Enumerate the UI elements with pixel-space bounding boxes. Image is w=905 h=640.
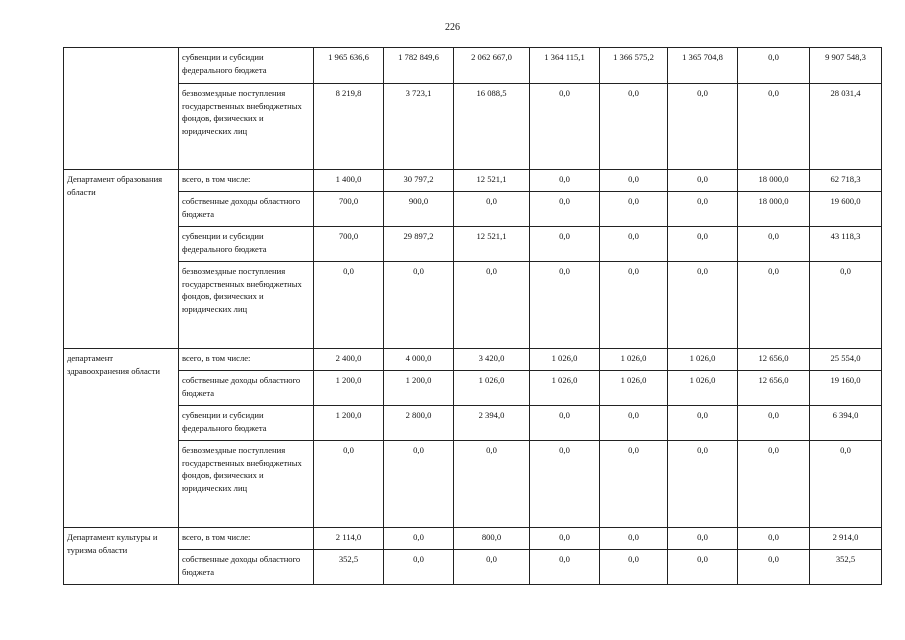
amount-cell: 352,5 xyxy=(810,550,882,585)
department-name-cell: Департамент образования области xyxy=(64,170,179,349)
amount-cell: 800,0 xyxy=(454,528,530,550)
amount-cell: 30 797,2 xyxy=(384,170,454,192)
amount-cell: 0,0 xyxy=(810,441,882,528)
funding-source-cell: всего, в том числе: xyxy=(179,349,314,371)
amount-cell: 0,0 xyxy=(668,406,738,441)
table-row xyxy=(64,227,882,262)
funding-source-cell: субвенции и субсидии федерального бюджета xyxy=(179,227,314,262)
amount-cell: 62 718,3 xyxy=(810,170,882,192)
amount-cell: 0,0 xyxy=(530,528,600,550)
amount-cell: 0,0 xyxy=(668,528,738,550)
amount-cell: 0,0 xyxy=(600,528,668,550)
amount-cell: 0,0 xyxy=(600,84,668,170)
funding-source-cell: собственные доходы областного бюджета xyxy=(179,371,314,406)
amount-cell: 0,0 xyxy=(668,170,738,192)
amount-cell: 3 723,1 xyxy=(384,84,454,170)
amount-cell: 700,0 xyxy=(314,192,384,227)
amount-cell: 900,0 xyxy=(384,192,454,227)
table-row xyxy=(64,528,882,550)
amount-cell: 0,0 xyxy=(668,84,738,170)
amount-cell: 28 031,4 xyxy=(810,84,882,170)
amount-cell: 16 088,5 xyxy=(454,84,530,170)
amount-cell: 1 200,0 xyxy=(384,371,454,406)
amount-cell: 18 000,0 xyxy=(738,192,810,227)
amount-cell: 0,0 xyxy=(384,550,454,585)
amount-cell: 0,0 xyxy=(530,550,600,585)
amount-cell: 3 420,0 xyxy=(454,349,530,371)
amount-cell: 2 800,0 xyxy=(384,406,454,441)
table-row xyxy=(64,170,882,192)
amount-cell: 1 400,0 xyxy=(314,170,384,192)
table-row xyxy=(64,371,882,406)
amount-cell: 1 200,0 xyxy=(314,406,384,441)
amount-cell: 1 365 704,8 xyxy=(668,48,738,84)
budget-table xyxy=(63,47,882,585)
amount-cell: 0,0 xyxy=(530,406,600,441)
amount-cell: 0,0 xyxy=(738,550,810,585)
table-row xyxy=(64,48,882,84)
amount-cell: 0,0 xyxy=(314,441,384,528)
amount-cell: 0,0 xyxy=(530,170,600,192)
amount-cell: 0,0 xyxy=(530,192,600,227)
amount-cell: 19 160,0 xyxy=(810,371,882,406)
department-name-cell xyxy=(64,48,179,170)
amount-cell: 2 914,0 xyxy=(810,528,882,550)
amount-cell: 12 656,0 xyxy=(738,371,810,406)
funding-source-cell: всего, в том числе: xyxy=(179,528,314,550)
amount-cell: 25 554,0 xyxy=(810,349,882,371)
amount-cell: 1 026,0 xyxy=(600,371,668,406)
funding-source-cell: безвозмездные поступления государственных внебюджетных фондов, физических и юридических лиц xyxy=(179,84,314,170)
amount-cell: 0,0 xyxy=(530,84,600,170)
table-row xyxy=(64,262,882,349)
amount-cell: 0,0 xyxy=(530,227,600,262)
amount-cell: 1 366 575,2 xyxy=(600,48,668,84)
amount-cell: 0,0 xyxy=(530,441,600,528)
table-row xyxy=(64,192,882,227)
amount-cell: 0,0 xyxy=(600,262,668,349)
amount-cell: 0,0 xyxy=(738,528,810,550)
amount-cell: 0,0 xyxy=(600,406,668,441)
amount-cell: 6 394,0 xyxy=(810,406,882,441)
amount-cell: 1 782 849,6 xyxy=(384,48,454,84)
amount-cell: 1 364 115,1 xyxy=(530,48,600,84)
amount-cell: 0,0 xyxy=(454,441,530,528)
amount-cell: 1 026,0 xyxy=(530,371,600,406)
amount-cell: 4 000,0 xyxy=(384,349,454,371)
amount-cell: 700,0 xyxy=(314,227,384,262)
amount-cell: 0,0 xyxy=(668,441,738,528)
funding-source-cell: всего, в том числе: xyxy=(179,170,314,192)
amount-cell: 2 062 667,0 xyxy=(454,48,530,84)
table-row xyxy=(64,349,882,371)
amount-cell: 1 026,0 xyxy=(454,371,530,406)
amount-cell: 43 118,3 xyxy=(810,227,882,262)
amount-cell: 0,0 xyxy=(738,262,810,349)
amount-cell: 0,0 xyxy=(738,227,810,262)
amount-cell: 0,0 xyxy=(600,227,668,262)
amount-cell: 1 965 636,6 xyxy=(314,48,384,84)
amount-cell: 0,0 xyxy=(454,262,530,349)
amount-cell: 12 521,1 xyxy=(454,227,530,262)
amount-cell: 1 026,0 xyxy=(668,349,738,371)
amount-cell: 0,0 xyxy=(738,441,810,528)
amount-cell: 18 000,0 xyxy=(738,170,810,192)
amount-cell: 12 656,0 xyxy=(738,349,810,371)
amount-cell: 1 026,0 xyxy=(530,349,600,371)
amount-cell: 0,0 xyxy=(454,550,530,585)
amount-cell: 0,0 xyxy=(668,262,738,349)
amount-cell: 2 400,0 xyxy=(314,349,384,371)
amount-cell: 9 907 548,3 xyxy=(810,48,882,84)
amount-cell: 12 521,1 xyxy=(454,170,530,192)
table-row xyxy=(64,550,882,585)
amount-cell: 352,5 xyxy=(314,550,384,585)
funding-source-cell: безвозмездные поступления государственных внебюджетных фондов, физических и юридических лиц xyxy=(179,262,314,349)
amount-cell: 0,0 xyxy=(600,192,668,227)
amount-cell: 8 219,8 xyxy=(314,84,384,170)
amount-cell: 0,0 xyxy=(668,550,738,585)
amount-cell: 0,0 xyxy=(668,192,738,227)
page-number: 226 xyxy=(445,22,460,33)
funding-source-cell: безвозмездные поступления государственных внебюджетных фондов, физических и юридических лиц xyxy=(179,441,314,528)
amount-cell: 0,0 xyxy=(600,441,668,528)
funding-source-cell: субвенции и субсидии федерального бюджета xyxy=(179,406,314,441)
funding-source-cell: собственные доходы областного бюджета xyxy=(179,550,314,585)
funding-source-cell: субвенции и субсидии федерального бюджета xyxy=(179,48,314,84)
amount-cell: 0,0 xyxy=(738,84,810,170)
amount-cell: 0,0 xyxy=(600,550,668,585)
amount-cell: 0,0 xyxy=(384,262,454,349)
amount-cell: 0,0 xyxy=(738,48,810,84)
funding-source-cell: собственные доходы областного бюджета xyxy=(179,192,314,227)
amount-cell: 0,0 xyxy=(454,192,530,227)
amount-cell: 0,0 xyxy=(810,262,882,349)
amount-cell: 0,0 xyxy=(314,262,384,349)
amount-cell: 1 026,0 xyxy=(600,349,668,371)
amount-cell: 0,0 xyxy=(738,406,810,441)
amount-cell: 19 600,0 xyxy=(810,192,882,227)
department-name-cell: Департамент культуры и туризма области xyxy=(64,528,179,585)
amount-cell: 2 394,0 xyxy=(454,406,530,441)
amount-cell: 1 026,0 xyxy=(668,371,738,406)
amount-cell: 0,0 xyxy=(600,170,668,192)
amount-cell: 1 200,0 xyxy=(314,371,384,406)
amount-cell: 0,0 xyxy=(384,441,454,528)
table-row xyxy=(64,406,882,441)
department-name-cell: департамент здравоохранения области xyxy=(64,349,179,528)
table-row xyxy=(64,84,882,170)
table-row xyxy=(64,441,882,528)
amount-cell: 2 114,0 xyxy=(314,528,384,550)
amount-cell: 0,0 xyxy=(530,262,600,349)
amount-cell: 0,0 xyxy=(384,528,454,550)
amount-cell: 29 897,2 xyxy=(384,227,454,262)
amount-cell: 0,0 xyxy=(668,227,738,262)
